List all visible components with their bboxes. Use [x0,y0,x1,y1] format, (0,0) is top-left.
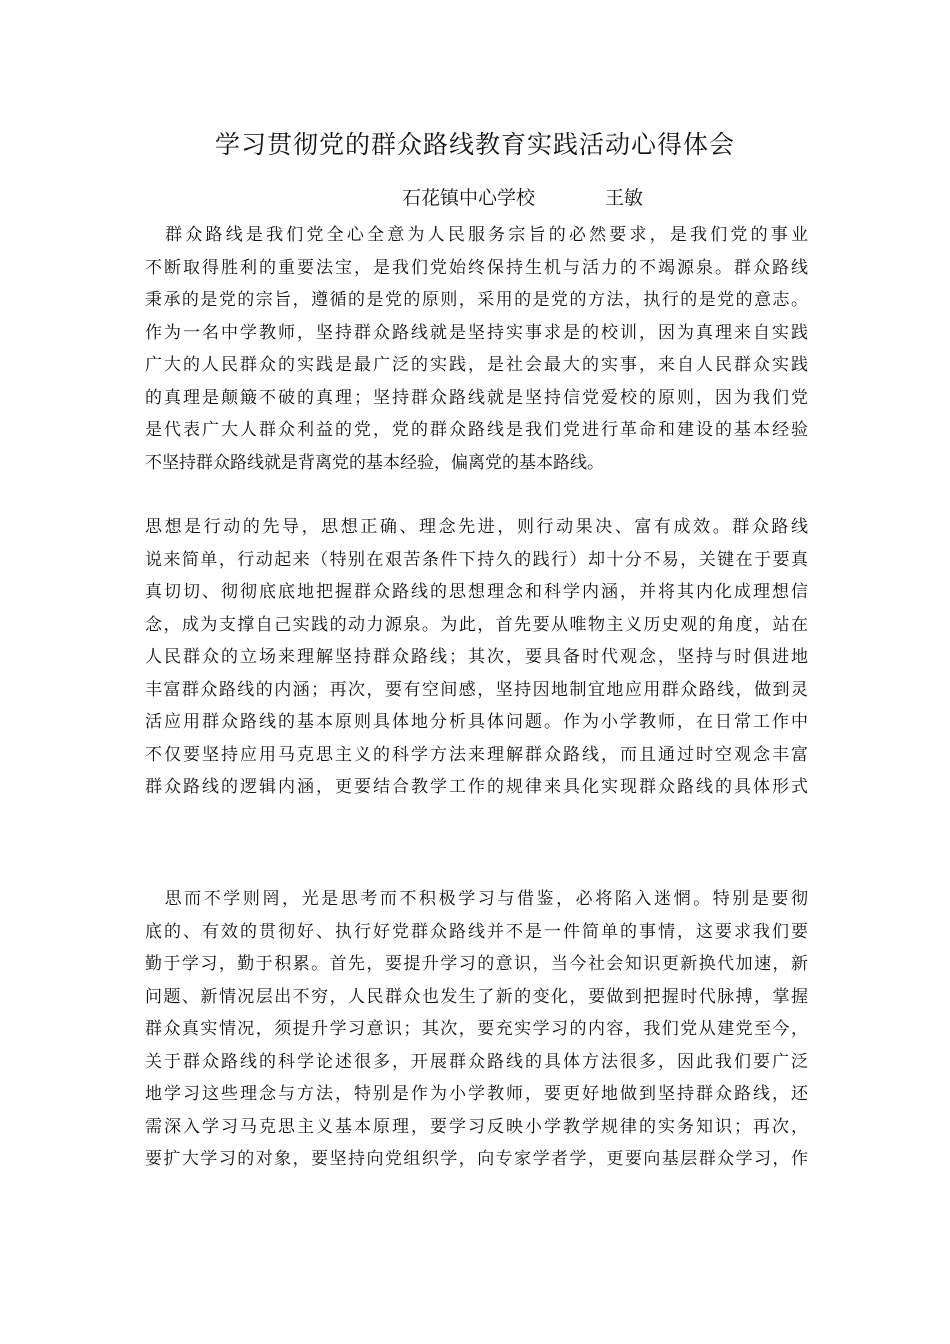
paragraph-line: 广大的人民群众的实践是最广泛的实践，是社会最大的实事，来自人民群众实践 [145,355,808,375]
paragraph-line: 要扩大学习的对象，要坚持向党组织学，向专家学者学，更要向基层群众学习，作 [145,1149,808,1169]
paragraph-line: 底的、有效的贯彻好、执行好党群众路线并不是一件简单的事情，这要求我们要 [145,921,808,942]
paragraph-2 [145,511,808,804]
paragraph-line: 丰富群众路线的内涵；再次，要有空间感，坚持因地制宜地应用群众路线，做到灵 [145,679,808,700]
paragraph-line: 的真理是颠簸不破的真理；坚持群众路线就是坚持信党爱校的原则，因为我们党 [145,387,808,408]
paragraph-1 [145,219,808,479]
paragraph-line: 地学习这些理念与方法，特别是作为小学教师，要更好地做到坚持群众路线，还 [145,1084,808,1104]
paragraph-line: 问题、新情况层出不穷，人民群众也发生了新的变化，要做到把握时代脉搏，掌握 [145,986,808,1007]
paragraph-line: 思而不学则罔，光是思考而不积极学习与借鉴，必将陷入迷惘。特别是要彻 [145,889,808,909]
document-title: 学习贯彻党的群众路线教育实践活动心得体会 [214,130,735,159]
paragraph-line: 群众路线是我们党全心全意为人民服务宗旨的必然要求，是我们党的事业 [145,225,808,245]
paragraph-line: 勤于学习，勤于积累。首先，要提升学习的意识，当今社会知识更新换代加速，新 [145,954,808,974]
paragraph-line: 思想是行动的先导，思想正确、理念先进，则行动果决、富有成效。群众路线 [145,517,808,537]
paragraph-line: 需深入学习马克思主义基本原理，要学习反映小学教学规律的实务知识；再次， [145,1116,808,1137]
school-name: 石花镇中心学校 [402,187,536,209]
byline [402,183,643,213]
paragraph-line: 不仅要坚持应用马克思主义的科学方法来理解群众路线，而且通过时空观念丰富 [145,744,808,765]
author-name: 王敏 [605,187,644,209]
paragraph-line: 活应用群众路线的基本原则具体地分析具体问题。作为小学教师，在日常工作中 [145,712,808,732]
paragraph-line: 作为一名中学教师，坚持群众路线就是坚持实事求是的校训，因为真理来自实践 [145,322,808,343]
paragraph-line: 关于群众路线的科学论述很多，开展群众路线的具体方法很多，因此我们要广泛 [145,1051,808,1072]
paragraph-3 [145,883,808,1176]
paragraph-line: 不断取得胜利的重要法宝，是我们党始终保持生机与活力的不竭源泉。群众路线 [145,257,808,278]
paragraph-line: 群众路线的逻辑内涵，更要结合教学工作的规律来具化实现群众路线的具体形式 [145,777,808,797]
paragraph-line: 真切切、彻彻底底地把握群众路线的思想理念和科学内涵，并将其内化成理想信 [145,582,808,602]
paragraph-line: 是代表广大人群众利益的党，党的群众路线是我们党进行革命和建设的基本经验 [145,420,808,440]
paragraph-line: 念，成为支撑自己实践的动力源泉。为此，首先要从唯物主义历史观的角度，站在 [145,614,808,635]
paragraph-line: 人民群众的立场来理解坚持群众路线；其次，要具备时代观念，坚持与时俱进地 [145,647,808,667]
paragraph-line: 群众真实情况，须提升学习意识；其次，要充实学习的内容，我们党从建党至今， [145,1019,808,1039]
paragraph-line: 说来简单，行动起来（特别在艰苦条件下持久的践行）却十分不易，关键在于要真 [145,549,808,570]
paragraph-line: 秉承的是党的宗旨，遵循的是党的原则，采用的是党的方法，执行的是党的意志。 [145,290,808,310]
paragraph-line: 不坚持群众路线就是背离党的基本经验，偏离党的基本路线。 [145,452,604,473]
